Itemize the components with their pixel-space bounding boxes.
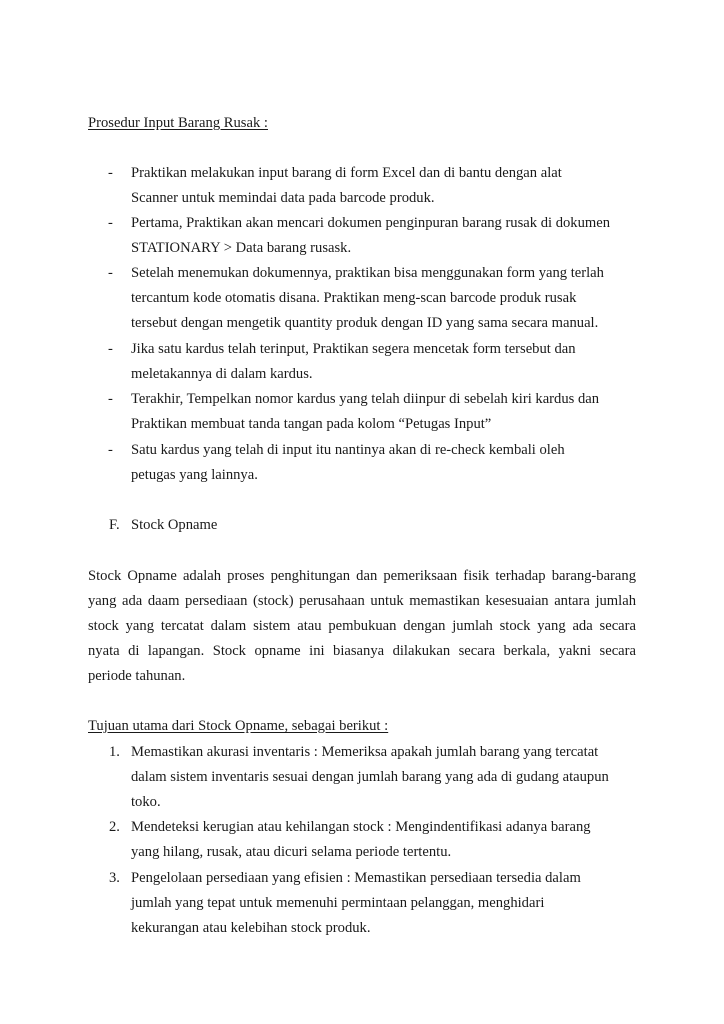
list-item-line: Memastikan akurasi inventaris : Memeriksa apakah jumlah barang yang tercatat <box>131 744 599 760</box>
list-item-line: Satu kardus yang telah di input itu nantinya akan di re-check kembali oleh <box>131 442 565 458</box>
paragraph-line: stock yang tercatat dalam sistem atau pembukuan dengan jumlah stock yang ada secara <box>88 618 636 634</box>
list-number: 1. <box>109 744 120 760</box>
section-title: Stock Opname <box>131 517 218 533</box>
paragraph-line: periode tahunan. <box>88 668 186 684</box>
bullet-marker: - <box>108 442 113 458</box>
bullet-marker: - <box>108 265 113 281</box>
list-item-line: toko. <box>131 794 161 810</box>
bullet-marker: - <box>108 165 113 181</box>
section-letter: F. <box>109 517 120 533</box>
list-item-line: jumlah yang tepat untuk memenuhi permintaan pelanggan, menghidari <box>131 895 545 911</box>
list-item-line: Scanner untuk memindai data pada barcode produk. <box>131 190 435 206</box>
list-item-line: Setelah menemukan dokumennya, praktikan bisa menggunakan form yang terlah <box>131 265 604 281</box>
list-item-line: tercantum kode otomatis disana. Praktikan meng-scan barcode produk rusak <box>131 290 577 306</box>
list-item-line: Pengelolaan persediaan yang efisien : Memastikan persediaan tersedia dalam <box>131 870 581 886</box>
list-item-line: Terakhir, Tempelkan nomor kardus yang telah diinpur di sebelah kiri kardus dan <box>131 391 600 407</box>
list-item-line: Pertama, Praktikan akan mencari dokumen penginpuran barang rusak di dokumen <box>131 215 611 231</box>
paragraph-line: yang ada daam persediaan (stock) perusahaan untuk memastikan kesesuaian antara jumlah <box>88 593 636 609</box>
paragraph-line: nyata di lapangan. Stock opname ini biasanya dilakukan secara berkala, yakni secara <box>88 643 636 659</box>
bullet-marker: - <box>108 341 113 357</box>
list-item-line: Mendeteksi kerugian atau kehilangan stock : Mengindentifikasi adanya barang <box>131 819 591 835</box>
list-item-line: tersebut dengan mengetik quantity produk dengan ID yang sama secara manual. <box>131 315 599 331</box>
tujuan-heading: Tujuan utama dari Stock Opname, sebagai berikut : <box>88 718 389 734</box>
list-item-line: kekurangan atau kelebihan stock produk. <box>131 920 371 936</box>
list-item-line: Praktikan melakukan input barang di form Excel dan di bantu dengan alat <box>131 165 562 181</box>
bullet-marker: - <box>108 391 113 407</box>
list-item-line: Jika satu kardus telah terinput, Praktikan segera mencetak form tersebut dan <box>131 341 576 357</box>
list-number: 2. <box>109 819 120 835</box>
list-item-line: dalam sistem inventaris sesuai dengan jumlah barang yang ada di gudang ataupun <box>131 769 609 785</box>
prosedur-heading: Prosedur Input Barang Rusak : <box>88 115 268 131</box>
list-item-line: Praktikan membuat tanda tangan pada kolom “Petugas Input” <box>131 416 492 432</box>
list-item-line: STATIONARY > Data barang rusask. <box>131 240 352 256</box>
list-item-line: meletakannya di dalam kardus. <box>131 366 313 382</box>
bullet-marker: - <box>108 215 113 231</box>
list-item-line: petugas yang lainnya. <box>131 467 258 483</box>
list-number: 3. <box>109 870 120 886</box>
paragraph-line: Stock Opname adalah proses penghitungan dan pemeriksaan fisik terhadap barang-barang <box>88 568 636 584</box>
list-item-line: yang hilang, rusak, atau dicuri selama periode tertentu. <box>131 844 452 860</box>
